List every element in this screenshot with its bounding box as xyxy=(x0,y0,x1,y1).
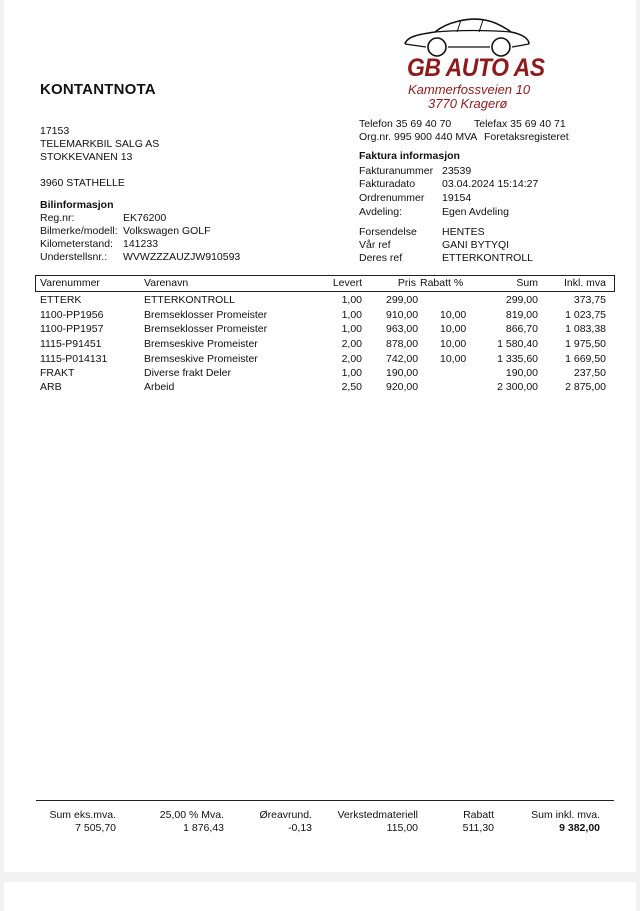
header-sum: Sum xyxy=(516,277,538,289)
cell-varenavn: Bremseskive Promeister xyxy=(144,338,258,350)
total-value: 115,00 xyxy=(386,822,418,834)
header-varenavn: Varenavn xyxy=(144,277,189,289)
vehicle-value: Volkswagen GOLF xyxy=(123,225,211,237)
vehicle-label: Reg.nr: xyxy=(40,212,75,224)
total-value: 511,30 xyxy=(462,822,494,834)
invoice-value: GANI BYTYQI xyxy=(442,239,510,251)
vehicle-value: EK76200 xyxy=(123,212,167,224)
company-phone: Telefon 35 69 40 70 xyxy=(359,118,452,130)
cell-inkl: 2 875,00 xyxy=(565,381,606,393)
invoice-value: 19154 xyxy=(442,192,472,204)
next-page-edge xyxy=(4,882,636,911)
table-row xyxy=(36,337,614,351)
table-row xyxy=(36,380,614,394)
cell-sum: 866,70 xyxy=(505,323,538,335)
cell-varenummer: 1115-P014131 xyxy=(40,353,108,365)
document-title: KONTANTNOTA xyxy=(40,81,156,98)
table-row xyxy=(36,322,614,336)
cell-rabatt: 10,00 xyxy=(440,323,467,335)
header-levert: Levert xyxy=(332,277,362,289)
total-label: 25,00 % Mva. xyxy=(159,809,224,821)
line-items-header xyxy=(35,275,615,292)
cell-sum: 2 300,00 xyxy=(497,381,538,393)
invoice-label: Forsendelse xyxy=(359,226,417,238)
company-org: Org.nr. 995 900 440 MVA xyxy=(359,131,478,143)
cell-pris: 963,00 xyxy=(386,323,419,335)
cell-varenavn: Bremseskive Promeister xyxy=(144,353,258,365)
cell-pris: 299,00 xyxy=(386,294,419,306)
invoice-label: Ordrenummer xyxy=(359,192,425,204)
cell-inkl: 1 975,50 xyxy=(565,338,606,350)
total-label: Verkstedmateriell xyxy=(337,809,418,821)
logo-postal: 3770 Kragerø xyxy=(428,96,508,111)
vehicle-label: Understellsnr.: xyxy=(40,251,108,263)
cell-inkl: 1 023,75 xyxy=(565,309,606,321)
totals-divider xyxy=(36,800,614,801)
invoice-label: Avdeling: xyxy=(359,206,403,218)
cell-varenavn: Bremseklosser Promeister xyxy=(144,309,268,321)
total-value: 1 876,43 xyxy=(183,822,224,834)
total-value: -0,13 xyxy=(288,822,312,834)
vehicle-value: WVWZZZAUZJW910593 xyxy=(123,251,241,263)
cell-rabatt: 10,00 xyxy=(440,338,467,350)
cell-pris: 920,00 xyxy=(386,381,419,393)
logo-address: Kammerfossveien 10 xyxy=(408,82,531,97)
cell-levert: 1,00 xyxy=(341,294,362,306)
company-fax: Telefax 35 69 40 71 xyxy=(474,118,566,130)
invoice-page xyxy=(4,0,636,872)
cell-sum: 1 335,60 xyxy=(497,353,538,365)
total-label: Øreavrund. xyxy=(259,809,312,821)
invoice-value: HENTES xyxy=(442,226,485,238)
cell-sum: 819,00 xyxy=(505,309,538,321)
cell-sum: 190,00 xyxy=(505,367,538,379)
cell-levert: 2,00 xyxy=(341,338,362,350)
cell-inkl: 237,50 xyxy=(573,367,606,379)
cell-varenavn: Bremseklosser Promeister xyxy=(144,323,268,335)
vehicle-label: Kilometerstand: xyxy=(40,238,113,250)
invoice-value: 23539 xyxy=(442,165,472,177)
customer-street: STOKKEVANEN 13 xyxy=(40,151,133,163)
cell-sum: 1 580,40 xyxy=(497,338,538,350)
cell-levert: 2,50 xyxy=(341,381,362,393)
cell-varenummer: 1100-PP1957 xyxy=(40,323,104,335)
cell-inkl: 1 669,50 xyxy=(565,353,606,365)
total-label: Sum inkl. mva. xyxy=(531,809,600,821)
vehicle-label: Bilmerke/modell: xyxy=(40,225,118,237)
logo-company-name: GB AUTO AS xyxy=(407,54,545,82)
cell-varenavn: Diverse frakt Deler xyxy=(144,367,231,379)
invoice-value: ETTERKONTROLL xyxy=(442,252,534,264)
cell-levert: 1,00 xyxy=(341,323,362,335)
cell-varenummer: 1100-PP1956 xyxy=(40,309,104,321)
cell-pris: 910,00 xyxy=(386,309,419,321)
invoice-label: Fakturadato xyxy=(359,178,416,190)
cell-rabatt: 10,00 xyxy=(440,309,467,321)
total-label: Sum eks.mva. xyxy=(49,809,116,821)
cell-pris: 190,00 xyxy=(386,367,419,379)
total-value: 7 505,70 xyxy=(75,822,116,834)
cell-inkl: 373,75 xyxy=(573,294,606,306)
invoice-label: Vår ref xyxy=(359,239,391,251)
cell-pris: 878,00 xyxy=(386,338,419,350)
vehicle-heading: Bilinformasjon xyxy=(40,199,114,211)
customer-number: 17153 xyxy=(40,125,70,137)
header-varenummer: Varenummer xyxy=(40,277,100,289)
cell-varenummer: ARB xyxy=(40,381,62,393)
invoice-label: Deres ref xyxy=(359,252,403,264)
total-label: Rabatt xyxy=(463,809,494,821)
company-registry: Foretaksregisteret xyxy=(484,131,569,143)
cell-varenummer: ETTERK xyxy=(40,294,82,306)
invoice-label: Fakturanummer xyxy=(359,165,434,177)
cell-varenavn: Arbeid xyxy=(144,381,175,393)
cell-levert: 1,00 xyxy=(341,309,362,321)
invoice-value: 03.04.2024 15:14:27 xyxy=(442,178,539,190)
invoice-heading: Faktura informasjon xyxy=(359,150,460,162)
table-row xyxy=(36,366,614,380)
customer-name: TELEMARKBIL SALG AS xyxy=(40,138,160,150)
invoice-value: Egen Avdeling xyxy=(442,206,509,218)
vehicle-value: 141233 xyxy=(123,238,159,250)
table-row xyxy=(36,308,614,322)
grand-total-value: 9 382,00 xyxy=(559,822,600,834)
cell-levert: 2,00 xyxy=(341,353,362,365)
table-row xyxy=(36,293,614,307)
customer-postal: 3960 STATHELLE xyxy=(40,177,125,189)
cell-varenavn: ETTERKONTROLL xyxy=(144,294,236,306)
cell-inkl: 1 083,38 xyxy=(565,323,606,335)
header-rabatt: Rabatt % xyxy=(420,277,464,289)
cell-rabatt: 10,00 xyxy=(440,353,467,365)
header-inkl: Inkl. mva xyxy=(563,277,606,289)
cell-sum: 299,00 xyxy=(505,294,538,306)
cell-levert: 1,00 xyxy=(341,367,362,379)
cell-varenummer: FRAKT xyxy=(40,367,75,379)
cell-pris: 742,00 xyxy=(386,353,419,365)
header-pris: Pris xyxy=(397,277,416,289)
cell-varenummer: 1115-P91451 xyxy=(40,338,102,350)
table-row xyxy=(36,352,614,366)
